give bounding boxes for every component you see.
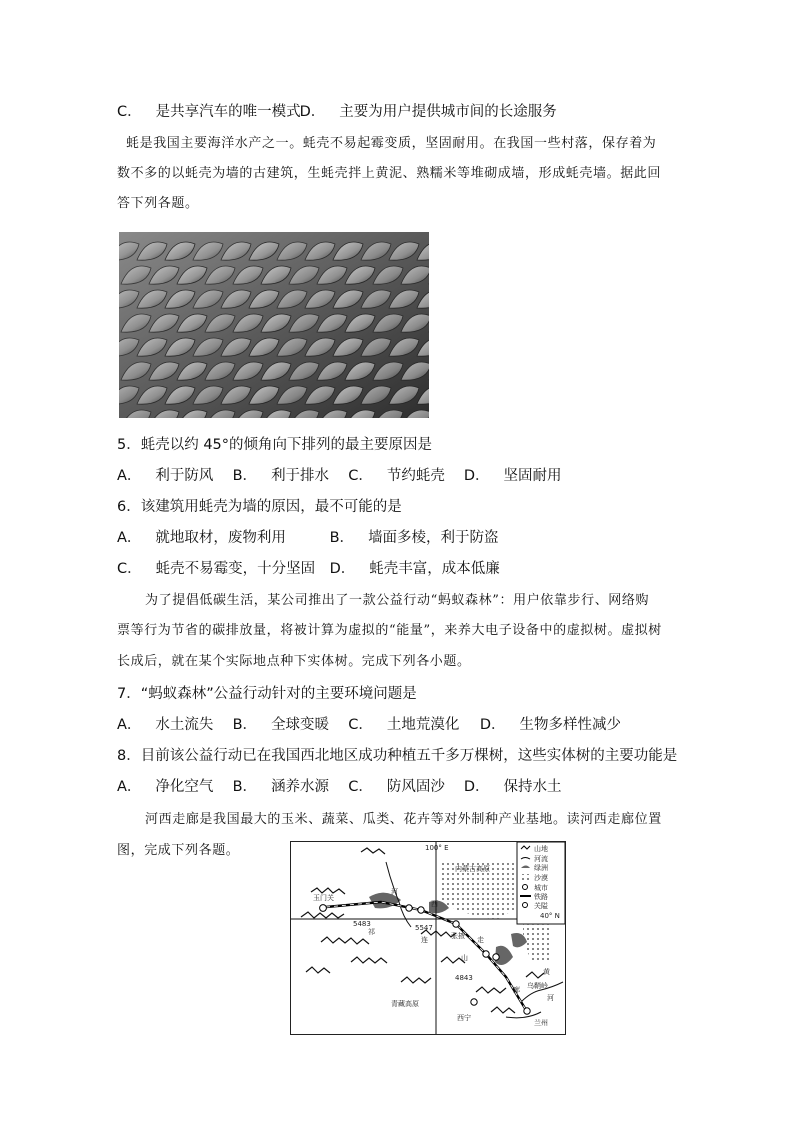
q5-option-a[interactable]: A． 利于防风 <box>117 468 214 484</box>
label-lanzhou: 兰州 <box>534 1019 548 1027</box>
passage1-line3: 答下列各题。 <box>117 196 199 211</box>
longitude-label: 100° E <box>425 844 449 852</box>
passage2-line2: 票等行为节省的碳排放量，将被计算为虚拟的“能量”，来养大电子设备中的虚拟树。虚拟树 <box>117 623 662 638</box>
city-markers <box>406 905 530 1014</box>
q6-options-row2 <box>117 559 500 579</box>
q7-option-d[interactable]: D． 生物多样性减少 <box>479 717 621 733</box>
q6-stem: 6．该建筑用蚝壳为墙的原因，最不可能的是 <box>117 499 402 515</box>
q5-options <box>117 466 562 486</box>
desert-area-2 <box>523 920 549 962</box>
label-he: 河 <box>391 888 398 896</box>
legend-oasis: 绿洲 <box>534 864 548 872</box>
label-wushaoling: 乌鞘岭 <box>527 982 548 990</box>
passage2-line1: 为了提倡低碳生活，某公司推出了一款公益行动“蚂蚁森林”：用户依靠步行、网络购 <box>145 593 650 608</box>
peak-4843: 4843 <box>455 974 473 982</box>
q4-option-d[interactable]: D． 主要为用户提供城市间的长途服务 <box>299 104 557 120</box>
q8-option-a[interactable]: A． 净化空气 <box>117 779 214 795</box>
q7-option-c[interactable]: C． 土地荒漠化 <box>348 717 460 733</box>
label-qi: 祁 <box>368 928 375 936</box>
label-huang: 黄 <box>543 968 550 976</box>
q5-option-d[interactable]: D． 坚固耐用 <box>463 468 562 484</box>
q4-options <box>117 102 557 122</box>
passage3-line1: 河西走廊是我国最大的玉米、蔬菜、瓜类、花卉等对外制种产业基地。读河西走廊位置 <box>145 812 662 827</box>
q6-option-c[interactable]: C． 蚝壳不易霉变，十分坚固 <box>117 561 316 577</box>
passage1-line2: 数不多的以蚝壳为墙的古建筑，生蚝壳拌上黄泥、熟糯米等堆砌成墙，形成蚝壳墙。据此回 <box>117 166 662 181</box>
hexi-corridor-map <box>290 841 566 1035</box>
legend-mountain: 山地 <box>534 845 548 853</box>
q7-option-a[interactable]: A． 水土流失 <box>117 717 214 733</box>
passage2-line3: 长成后，就在某个实际地点种下实体树。完成下列各小题。 <box>117 654 471 669</box>
legend-city: 城市 <box>534 884 548 892</box>
q8-options <box>117 777 562 797</box>
latitude-label: 40° N <box>540 912 560 920</box>
oyster-shell-wall-photo <box>119 232 429 418</box>
legend-desert: 沙漠 <box>534 874 548 882</box>
q8-option-d[interactable]: D． 保持水土 <box>463 779 562 795</box>
region-inner-mongolia: 内蒙古高原 <box>455 865 490 873</box>
peak-5483: 5483 <box>353 920 371 928</box>
passage1-line1: 蚝是我国主要海洋水产之一。蚝壳不易起霉变质，坚固耐用。在我国一些村落，保存着为 <box>126 136 657 151</box>
q5-option-c[interactable]: C． 节约蚝壳 <box>348 468 445 484</box>
q6-option-d[interactable]: D． 蚝壳丰富，成本低廉 <box>329 561 500 577</box>
label-yumen-pass: 玉门关 <box>313 894 334 902</box>
legend-pass: 关隘 <box>534 902 548 910</box>
label-xining: 西宁 <box>457 1014 471 1022</box>
peak-5547: 5547 <box>415 924 433 932</box>
label-xi: 西 <box>431 900 438 908</box>
legend-railway: 铁路 <box>534 893 548 901</box>
q6-option-a[interactable]: A． 就地取材，废物利用 <box>117 530 286 546</box>
label-zhangye: 张掖 <box>451 932 465 940</box>
q7-options <box>117 715 621 735</box>
pass-marker <box>320 905 327 912</box>
label-zou: 走 <box>477 936 484 944</box>
q8-option-c[interactable]: C． 防风固沙 <box>348 779 445 795</box>
label-lang: 廊 <box>513 986 520 994</box>
q4-option-c[interactable]: C． 是共享汽车的唯一模式 <box>117 104 301 120</box>
q8-stem: 8．目前该公益行动已在我国西北地区成功种植五千多万棵树，这些实体树的主要功能是 <box>117 748 678 764</box>
label-huang-river: 河 <box>547 994 554 1002</box>
q7-stem: 7．“蚂蚁森林”公益行动针对的主要环境问题是 <box>117 686 417 702</box>
q6-options-row1 <box>117 528 499 548</box>
q5-option-b[interactable]: B． 利于排水 <box>232 468 330 484</box>
q5-stem: 5．蚝壳以约 45°的倾角向下排列的最主要原因是 <box>117 437 433 453</box>
region-tibet-plateau: 青藏高原 <box>391 1000 419 1008</box>
label-shan: 山 <box>461 954 468 962</box>
q8-option-b[interactable]: B． 涵养水源 <box>232 779 330 795</box>
passage3-line2: 图，完成下列各题。 <box>117 843 240 858</box>
legend-river: 河流 <box>534 855 548 863</box>
label-lian: 连 <box>421 936 428 944</box>
q7-option-b[interactable]: B． 全球变暖 <box>232 717 330 733</box>
q6-option-b[interactable]: B． 墙面多棱，利于防盗 <box>329 530 499 546</box>
